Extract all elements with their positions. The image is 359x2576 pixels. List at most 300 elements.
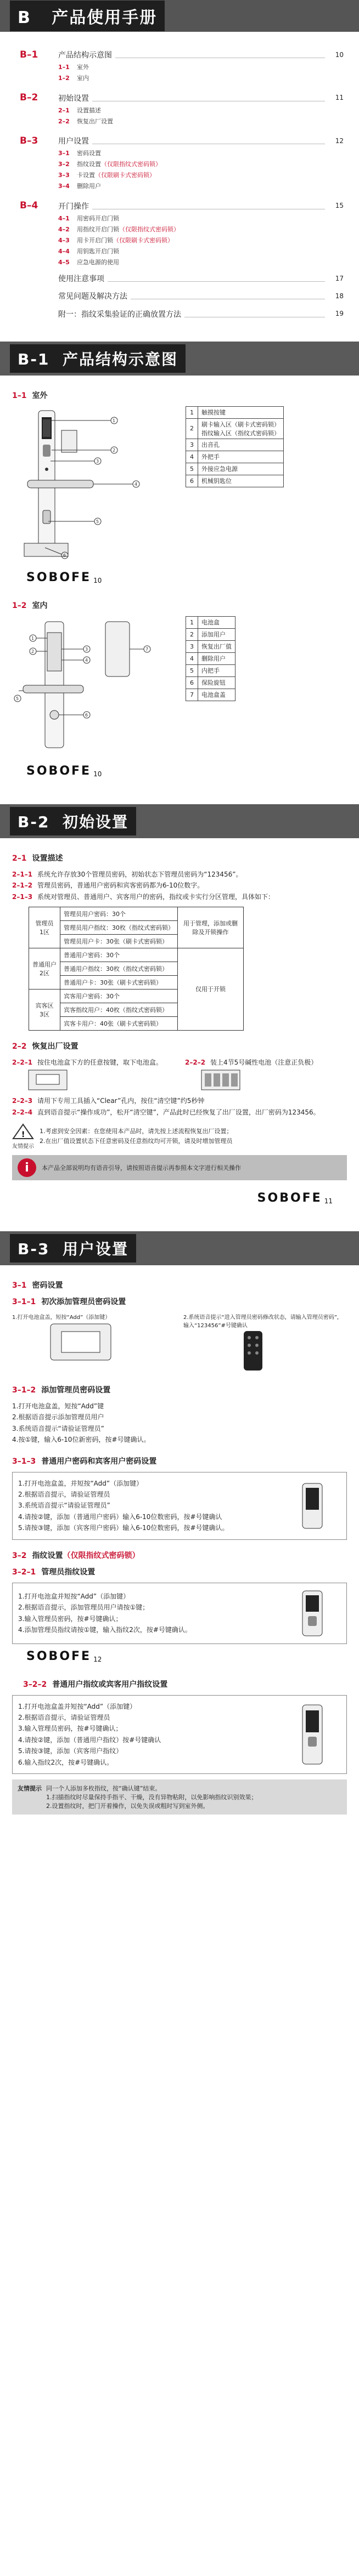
- toc-sub-item[interactable]: [58, 117, 344, 126]
- heading-num: 3–2: [12, 1551, 27, 1560]
- toc-body: [58, 49, 344, 82]
- brand-footer-11: [12, 1186, 347, 1210]
- normal-steps: [18, 1478, 274, 1534]
- toc-sub-num: 1–1: [58, 64, 70, 71]
- parts-row: [186, 451, 284, 463]
- toc-body: [58, 135, 344, 190]
- section-band-b2: [0, 804, 359, 838]
- usage-cell: 用于管理，添加或删除及开锁操作: [178, 907, 244, 948]
- toc-section[interactable]: [20, 49, 344, 82]
- reset-step-a: [12, 1057, 174, 1095]
- zone-num: 1区: [40, 928, 49, 936]
- toc-sub-title: 用指纹开启门锁: [77, 225, 119, 233]
- part-name: 添加用户: [198, 628, 235, 640]
- step-text: 请用下专用工具插入“Clear”孔内，按住“清空键”约5秒钟: [37, 1097, 205, 1105]
- toc-num: B–2: [20, 92, 38, 104]
- toc-title: 产品结构示意图: [58, 51, 112, 60]
- section-id: B-2: [18, 812, 50, 831]
- capacity-cell: 宾客卡用户：40张（刷卡式密码锁）: [60, 1016, 178, 1030]
- list-item: [12, 869, 347, 880]
- toc-sub-title: 室内: [77, 75, 89, 82]
- brand-footer-10b: [12, 759, 347, 783]
- parts-row: [186, 439, 284, 451]
- toc-title: 用户设置: [58, 137, 89, 146]
- text-line: 3.输入管理员密码，按#号键确认；: [18, 1614, 122, 1623]
- page-number: 10: [93, 770, 102, 778]
- part-name: 刷卡输入区（刷卡式密码锁） 指纹输入区（指纹式密码锁）: [198, 418, 284, 439]
- part-index: 2: [186, 418, 198, 439]
- svg-text:3: 3: [96, 458, 99, 464]
- toc-sub-item[interactable]: [58, 236, 344, 244]
- outdoor-figure: [12, 406, 347, 565]
- fp-admin-box: [12, 1583, 347, 1644]
- item-text: 管理员密码，普通用户密码和宾客密码都为6-10位数字。: [37, 882, 204, 890]
- part-index: 4: [186, 451, 198, 463]
- outdoor-parts-table: [186, 406, 284, 487]
- parts-row: [186, 418, 284, 439]
- step-text: 2.系统语音提示“进入管理员密码修改状态，请输入管理员密码”，输入“123456”#号键确认: [183, 1315, 343, 1329]
- toc-sub-num: 4–4: [58, 247, 70, 255]
- zone-name: 管理员: [35, 919, 54, 927]
- toc-sub-title: 室外: [77, 64, 89, 71]
- toc-line: [58, 49, 344, 60]
- svg-text:4: 4: [85, 657, 88, 663]
- toc-sub-num: 3–3: [58, 172, 70, 179]
- section-band-b1: [0, 342, 359, 376]
- warning-icon: [12, 1123, 34, 1140]
- part-name: 电池盒盖: [198, 689, 235, 701]
- capacity-cell: 管理员用户密码：30个: [60, 907, 178, 920]
- svg-text:!: !: [21, 1130, 25, 1140]
- list-item: [12, 880, 347, 891]
- reset-step-c: [12, 1095, 347, 1106]
- friendly-tip: [12, 1779, 347, 1815]
- chapter-badge: [10, 1, 165, 31]
- parts-row: [186, 475, 284, 487]
- parts-row: [186, 652, 235, 664]
- heading-text: 室外: [32, 391, 48, 400]
- heading-note: （仅限指纹式密码锁）: [63, 1551, 140, 1560]
- zone-cell: [29, 907, 60, 948]
- admin-step-2: [183, 1312, 347, 1374]
- heading-num: 3–1–2: [12, 1386, 36, 1395]
- heading-num: 2–2: [12, 1042, 27, 1051]
- toc-title: 使用注意事项: [58, 274, 104, 283]
- zone-name: 宾客区: [35, 1002, 54, 1009]
- keypad-illustration: [183, 1329, 332, 1373]
- toc-sub-num: 4–5: [58, 258, 70, 266]
- part-index: 7: [186, 689, 198, 701]
- part-name: 出音孔: [198, 439, 284, 451]
- step-num: 2–2–2: [185, 1058, 206, 1066]
- toc-sub-num: 3–4: [58, 183, 70, 190]
- item-num: 2–1–1: [12, 870, 33, 878]
- parts-row: [186, 689, 235, 701]
- table-row: [29, 907, 244, 920]
- battery-box-illustration: [12, 1068, 89, 1093]
- chapter-header: [0, 0, 359, 32]
- toc-sub-item[interactable]: [58, 225, 344, 234]
- friendly-text: [46, 1784, 257, 1810]
- heading-text: 添加管理员密码设置: [41, 1386, 111, 1395]
- section-badge: [10, 344, 186, 373]
- toc-section[interactable]: [20, 135, 344, 190]
- section-title: 产品结构示意图: [62, 350, 178, 368]
- brand-logo: SOBOFE: [26, 1649, 92, 1663]
- parts-row: [186, 664, 235, 676]
- part-index: 6: [186, 676, 198, 689]
- text-line: 1.打开电池盒盖并短按“Add”（添加键）: [18, 1702, 137, 1710]
- svg-text:2: 2: [113, 447, 116, 453]
- svg-text:1: 1: [31, 635, 35, 641]
- toc-title: 常见问题及解决方法: [58, 292, 127, 302]
- svg-text:6: 6: [63, 553, 66, 558]
- part-name: 恢复出厂值: [198, 640, 235, 652]
- toc-line: [58, 135, 344, 146]
- warning-label: 友情提示: [12, 1144, 34, 1150]
- svg-text:2: 2: [31, 649, 35, 654]
- toc-sub-title: 删除用户: [77, 183, 101, 190]
- heading-num: 2–1: [12, 854, 27, 863]
- part-index: 5: [186, 463, 198, 475]
- item-text: 系统允许存放30个管理员密码，初始状态下管理员密码为“123456”。: [37, 870, 243, 878]
- part-index: 1: [186, 616, 198, 628]
- heading-num: 3–1: [12, 1281, 27, 1290]
- text-line: 1.打开电池盒盖，并短按“Add”（添加键）: [18, 1479, 143, 1487]
- toc-num: B–4: [20, 200, 38, 212]
- svg-text:6: 6: [85, 712, 88, 718]
- toc-extra-line[interactable]: [58, 291, 344, 302]
- fp-heading: [12, 1550, 347, 1561]
- password-zone-table: [29, 907, 244, 1031]
- section-id: B-3: [18, 1240, 50, 1259]
- toc-section[interactable]: [20, 92, 344, 125]
- capacity-cell: 宾客指纹用户：40枚（指纹式密码锁）: [60, 1003, 178, 1016]
- toc-sub-num: 3–1: [58, 150, 70, 157]
- text-line: 4.请按②键，添加（普通用户指纹）按#号键确认: [18, 1736, 161, 1744]
- step-text: 直到语音提示“操作成功”，松开“清空键”，产品此时已经恢复了出厂设置，出厂密码为123456。: [37, 1108, 320, 1116]
- add-admin-steps: [12, 1401, 347, 1446]
- outdoor-lock-illustration: [12, 406, 177, 565]
- toc-num: B–1: [20, 49, 38, 60]
- heading-num: 1–1: [12, 391, 27, 400]
- info-text: 本产品全部说明均有语音引导，请按照语音提示再参照本文字进行相关操作: [42, 1164, 241, 1172]
- toc-sub-item[interactable]: [58, 149, 344, 157]
- step-text: 按住电池盒下方的任意按键，取下电池盒。: [37, 1058, 163, 1066]
- part-index: 5: [186, 664, 198, 676]
- page-number: 12: [93, 1655, 102, 1663]
- capacity-cell: 管理员用户指纹：30枚（指纹式密码锁）: [60, 920, 178, 934]
- svg-text:4: 4: [134, 481, 138, 487]
- toc-sub-item[interactable]: [58, 170, 344, 179]
- parts-row: [186, 463, 284, 475]
- warning-text: [40, 1127, 233, 1146]
- text-line: 2.根据语音提示，添加管理员用户请按①键；: [18, 1603, 149, 1612]
- info-bar: [12, 1155, 347, 1180]
- toc-sub-num: 4–1: [58, 214, 70, 222]
- reset-heading: [12, 1040, 347, 1051]
- text-line: 3.系统语音提示“请验证管理员”: [18, 1502, 110, 1510]
- toc-page: 19: [335, 310, 344, 318]
- text-line: 1.打开电池盒盖，短按“Add”键: [12, 1402, 104, 1411]
- text-line: 1.扫描指纹时尽量保持手指平、干燥，没有异物粘附，以免影响指纹识别效果；: [46, 1793, 257, 1801]
- reset-steps-row: [12, 1057, 347, 1095]
- step-num: 2–2–3: [12, 1097, 33, 1105]
- toc-sub-item[interactable]: [58, 73, 344, 82]
- usage-cell: 仅用于开锁: [178, 948, 244, 1030]
- section-badge: [10, 807, 136, 835]
- svg-text:5: 5: [96, 519, 99, 524]
- parts-row: [186, 616, 235, 628]
- item-text: 系统对管理员、普通用户、宾客用户的密码，指纹或卡实行分区管理，具体如下：: [37, 892, 275, 901]
- toc-section[interactable]: [20, 200, 344, 266]
- toc-body: [58, 92, 344, 125]
- zone-name: 普通用户: [32, 960, 57, 968]
- text-line: 2.在出厂值设置状态下任意密码及任意指纹均可开锁，请及时增加管理员: [40, 1138, 233, 1145]
- step-text: 装上4节5号碱性电池（注意正负极）: [210, 1058, 318, 1066]
- toc-sub-num: 1–2: [58, 75, 70, 82]
- toc-extra-line[interactable]: [58, 308, 344, 319]
- toc-sub-title: 指纹设置: [77, 161, 101, 168]
- text-line: 2.根据语音提示，请验证管理员: [18, 1713, 110, 1721]
- warning-note: [12, 1123, 347, 1150]
- fp-normal-steps: [18, 1701, 274, 1768]
- toc-sub-num: 4–2: [58, 225, 70, 233]
- text-line: 4.添加管理员指纹请按①键，输入指纹2次，按#号键确认。: [18, 1625, 192, 1634]
- heading-num: 3–2–2: [23, 1680, 47, 1689]
- part-name: 外接应急电源: [198, 463, 284, 475]
- capacity-cell: 普通用户指纹：30枚（指纹式密码锁）: [60, 962, 178, 975]
- indoor-heading: [12, 600, 347, 611]
- section-title: 初始设置: [62, 812, 128, 831]
- add-admin-heading: [12, 1384, 347, 1395]
- admin-step-1: [12, 1312, 176, 1374]
- chapter-letter: B: [18, 8, 31, 27]
- text-line: 3.输入管理员密码，按#号键确认；: [18, 1725, 122, 1733]
- zone-cell: [29, 948, 60, 989]
- normal-heading: [12, 1455, 347, 1466]
- toc-line: [58, 92, 344, 103]
- toc-sub-note: （仅限指纹式密码锁）: [101, 161, 161, 168]
- fingerprint-hand-illustration: [281, 1702, 341, 1767]
- item-num: 2–1–3: [12, 892, 33, 901]
- battery-install-illustration: [185, 1068, 262, 1093]
- text-line: 2.根据语音提示，请验证管理员: [18, 1491, 110, 1499]
- toc-sub-title: 密码设置: [77, 150, 101, 157]
- heading-num: 1–2: [12, 601, 27, 610]
- outdoor-heading: [12, 390, 347, 401]
- part-index: 3: [186, 640, 198, 652]
- toc-sub-item[interactable]: [58, 181, 344, 190]
- toc-page: 12: [335, 137, 344, 145]
- part-name: 触摸按键: [198, 406, 284, 418]
- brand-logo: SOBOFE: [257, 1191, 322, 1205]
- toc-sub-item[interactable]: [58, 160, 344, 168]
- text-line: 6.输入指纹2次，按#号键确认。: [18, 1758, 114, 1766]
- svg-text:1: 1: [113, 418, 116, 423]
- text-line: 4.请按②键，添加（普通用户密码）输入6-10位数密码，按#号键确认: [18, 1512, 222, 1521]
- toc-page: 17: [335, 274, 344, 282]
- toc-page: 15: [335, 202, 344, 210]
- warning-badge: [12, 1123, 34, 1150]
- heading-text: 密码设置: [32, 1281, 63, 1290]
- toc-sub-title: 用卡开启门锁: [77, 236, 113, 244]
- toc-body: [58, 200, 344, 266]
- toc-extra: [58, 273, 344, 320]
- zone-cell: [29, 989, 60, 1030]
- toc-sub-note: （仅限刷卡式密码锁）: [95, 172, 155, 179]
- table-of-contents: [0, 32, 359, 325]
- toc-extra-line[interactable]: [58, 273, 344, 284]
- reset-step-b: [185, 1057, 347, 1095]
- step-text: 1.打开电池盒盖，短按“Add”（添加键）: [12, 1315, 111, 1321]
- toc-page: 10: [335, 51, 344, 59]
- text-line: 4.按①键，输入6-10位新密码，按#号键确认。: [12, 1436, 150, 1444]
- desc-heading: [12, 852, 347, 863]
- capacity-cell: 管理员用户卡：30张（刷卡式密码锁）: [60, 934, 178, 948]
- heading-text: 室内: [32, 601, 48, 610]
- part-index: 1: [186, 406, 198, 418]
- toc-title: 开门操作: [58, 202, 89, 211]
- parts-row: [186, 406, 284, 418]
- table-row: [29, 948, 244, 962]
- item-num: 2–1–2: [12, 882, 33, 890]
- brand-logo: SOBOFE: [26, 570, 92, 584]
- battery-cover-illustration: [12, 1321, 160, 1364]
- parts-row: [186, 640, 235, 652]
- fp-admin-heading: [12, 1566, 347, 1577]
- toc-title: 附一：指纹采集验证的正确放置方法: [58, 310, 181, 319]
- b2-content: [0, 838, 359, 1215]
- heading-text: 普通用户指纹或宾客用户指纹设置: [52, 1680, 168, 1689]
- toc-title: 初始设置: [58, 94, 89, 103]
- description-list: [12, 869, 347, 902]
- indoor-lock-illustration: [12, 616, 177, 759]
- heading-text: 初次添加管理员密码设置: [41, 1298, 126, 1307]
- indoor-figure: [12, 616, 347, 759]
- friendly-label: 友情提示: [18, 1784, 42, 1792]
- capacity-cell: 普通用户密码：30个: [60, 948, 178, 962]
- brand-footer-12: [12, 1644, 347, 1669]
- toc-sub-note: （仅限指纹式密码锁）: [119, 225, 180, 233]
- svg-text:7: 7: [145, 646, 149, 652]
- toc-sub-item[interactable]: [58, 214, 344, 223]
- part-name: 电池盒: [198, 616, 235, 628]
- part-index: 4: [186, 652, 198, 664]
- capacity-cell: 普通用户卡：30张（刷卡式密码锁）: [60, 975, 178, 989]
- toc-num: B–3: [20, 135, 38, 146]
- toc-sub-num: 2–2: [58, 117, 70, 125]
- toc-sub-num: 4–3: [58, 236, 70, 244]
- toc-dots: [108, 281, 325, 282]
- heading-num: 3–2–1: [12, 1567, 36, 1577]
- section-title: 用户设置: [62, 1240, 128, 1259]
- toc-sub-title: 设置描述: [77, 106, 101, 114]
- fp-admin-steps: [18, 1591, 274, 1636]
- svg-text:3: 3: [85, 646, 88, 652]
- brand-logo: SOBOFE: [26, 764, 92, 778]
- toc-sub-item[interactable]: [58, 258, 344, 266]
- chapter-title: 产品使用手册: [52, 8, 158, 27]
- part-name: 保险旋钮: [198, 676, 235, 689]
- part-name: 删除用户: [198, 652, 235, 664]
- text-line: 2.根据语音提示添加管理员用户: [12, 1413, 104, 1421]
- text-line: 5.请按③键，添加（宾客用户指纹）: [18, 1747, 123, 1755]
- page-number: 10: [93, 576, 102, 584]
- text-line: 5.请按③键，添加（宾客用户密码）输入6-10位数密码，按#号键确认。: [18, 1524, 229, 1532]
- brand-footer-10: [12, 565, 347, 590]
- keypad-hand-illustration: [281, 1481, 341, 1531]
- heading-num: 3–1–3: [12, 1457, 36, 1466]
- part-index: 2: [186, 628, 198, 640]
- heading-text: 设置描述: [32, 854, 63, 863]
- toc-line: [58, 200, 344, 211]
- info-icon: i: [18, 1158, 36, 1177]
- parts-row: [186, 628, 235, 640]
- b3-content: [0, 1265, 359, 1819]
- section-band-b3: [0, 1231, 359, 1265]
- heading-num: 3–1–1: [12, 1298, 36, 1307]
- heading-text: 指纹设置: [32, 1551, 63, 1560]
- text-line: 3.系统语音提示“请验证管理员”: [12, 1424, 104, 1432]
- toc-sub-num: 3–2: [58, 161, 70, 168]
- toc-sub-item[interactable]: [58, 62, 344, 71]
- toc-sub-title: 用钥匙开启门锁: [77, 247, 119, 255]
- part-name: 外把手: [198, 451, 284, 463]
- admin-steps: [12, 1312, 347, 1374]
- text-line: 同一个人添加多枚指纹，按“确认键”结束。: [46, 1784, 161, 1792]
- zone-num: 2区: [40, 969, 49, 977]
- list-item: [12, 891, 347, 902]
- toc-sub-item[interactable]: [58, 247, 344, 255]
- heading-text: 普通用户密码和宾客用户密码设置: [41, 1457, 157, 1466]
- toc-page: 11: [335, 94, 344, 102]
- parts-row: [186, 676, 235, 689]
- part-index: 6: [186, 475, 198, 487]
- toc-sub-title: 卡设置: [77, 172, 95, 179]
- toc-sub-title: 恢复出厂设置: [77, 117, 113, 125]
- fp-normal-box: [12, 1695, 347, 1774]
- heading-text: 管理员指纹设置: [41, 1567, 96, 1577]
- toc-sub-note: （仅限刷卡式密码锁）: [113, 236, 173, 244]
- part-name: 机械钥匙位: [198, 475, 284, 487]
- text-line: 1.打开电池盒并短按“Add”（添加键）: [18, 1592, 130, 1600]
- section-id: B-1: [18, 350, 50, 368]
- admin-heading: [12, 1296, 347, 1307]
- toc-sub-title: 应急电源的使用: [77, 258, 119, 266]
- fingerprint-illustration: [281, 1589, 341, 1638]
- text-line: 2.设置指纹时，把门开着操作，以免失误或粗时写到室外侧。: [46, 1802, 209, 1810]
- fp-normal-heading: [23, 1679, 347, 1690]
- section-badge: [10, 1234, 136, 1263]
- capacity-cell: 宾客用户密码：30个: [60, 989, 178, 1003]
- indoor-parts-table: [186, 616, 235, 701]
- step-num: 2–2–4: [12, 1108, 33, 1116]
- toc-sub-title: 用密码开启门锁: [77, 214, 119, 222]
- part-index: 3: [186, 439, 198, 451]
- step-num: 2–2–1: [12, 1058, 33, 1066]
- b1-content: [0, 376, 359, 788]
- page-number: 11: [324, 1197, 333, 1205]
- pw-heading: [12, 1280, 347, 1290]
- reset-step-d: [12, 1107, 347, 1118]
- part-name: 内把手: [198, 664, 235, 676]
- text-line: 1.考虑到安全因素：在您使用本产品时，请先按上述流程恢复出厂设置；: [40, 1128, 233, 1135]
- heading-text: 恢复出厂设置: [32, 1042, 78, 1051]
- toc-sub-item[interactable]: [58, 106, 344, 115]
- toc-page: 18: [335, 292, 344, 300]
- normal-steps-box: [12, 1472, 347, 1540]
